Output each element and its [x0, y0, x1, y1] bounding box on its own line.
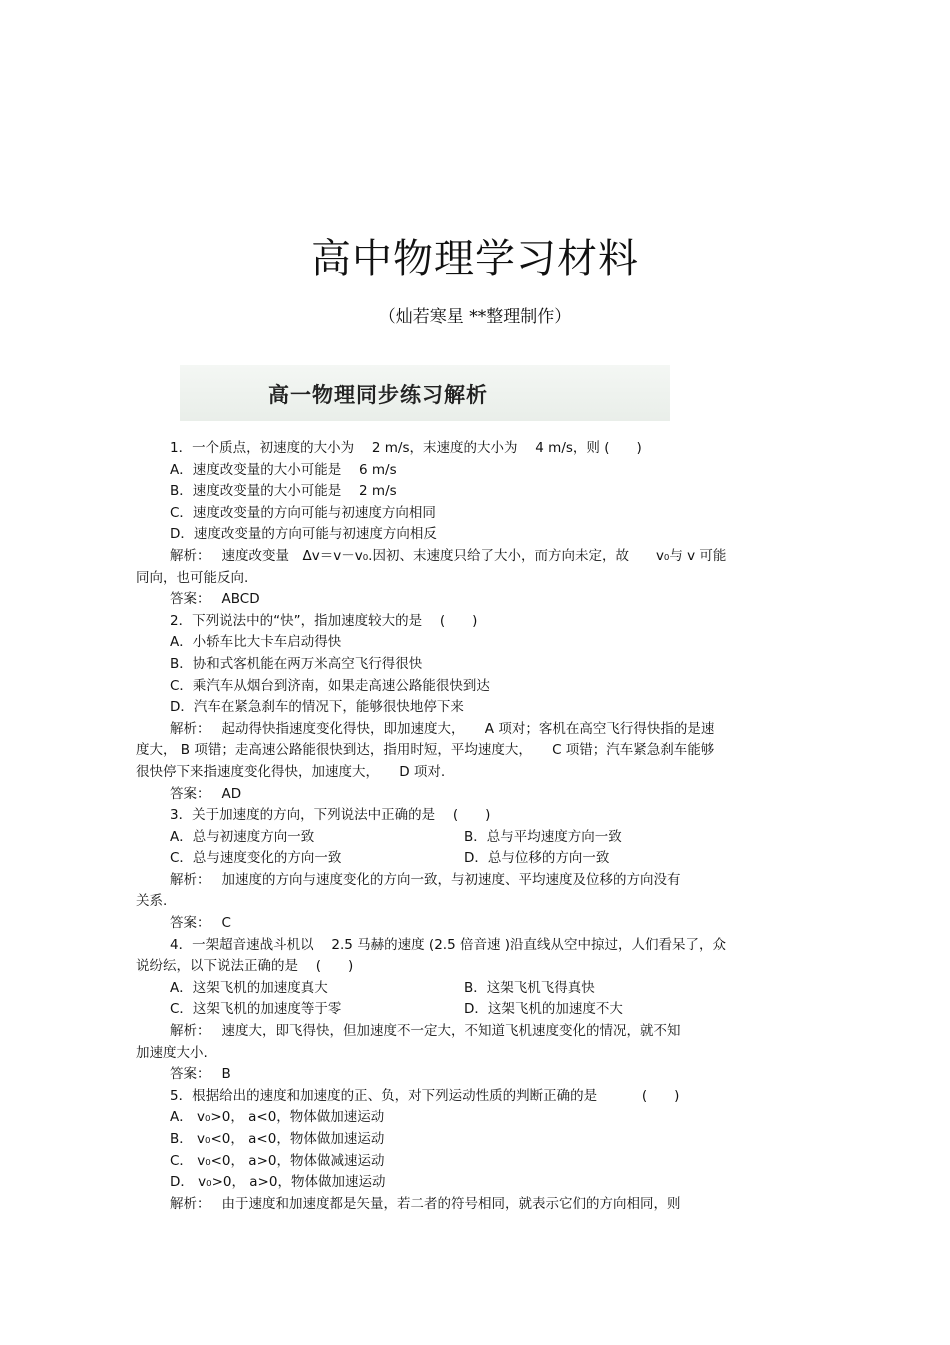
question-stem: 2．下列说法中的“快”，指加速度较大的是 ( ) [170, 612, 478, 629]
option: D．速度改变量的方向可能与初速度方向相反 [170, 526, 437, 543]
answer: 答案： AD [170, 785, 242, 802]
option: C．速度改变量的方向可能与初速度方向相同 [170, 504, 436, 521]
option: C．乘汽车从烟台到济南，如果走高速公路能很快到达 [170, 677, 490, 694]
option: D．汽车在紧急刹车的情况下，能够很快地停下来 [170, 699, 464, 716]
option: C．这架飞机的加速度等于零 [170, 1001, 342, 1018]
analysis-line: 解析： 由于速度和加速度都是矢量，若二者的符号相同，就表示它们的方向相同，则 [170, 1195, 681, 1212]
option: A．小轿车比大卡车启动得快 [170, 634, 342, 651]
answer: 答案： B [170, 1066, 231, 1083]
analysis-line: 加速度大小. [136, 1044, 208, 1061]
analysis-line: 解析： 速度大，即飞得快，但加速度不一定大，不知道飞机速度变化的情况，就不知 [170, 1023, 681, 1040]
analysis-line: 度大， B 项错；走高速公路能很快到达，指用时短，平均速度大， C 项错；汽车紧急刹车能够 [136, 742, 715, 759]
option: B．速度改变量的大小可能是 2 m/s [170, 483, 397, 500]
option: D．这架飞机的加速度不大 [464, 1001, 623, 1018]
option: D．总与位移的方向一致 [464, 850, 610, 867]
option-row [136, 978, 816, 1000]
option: A． v₀>0， a<0，物体做加速运动 [170, 1109, 385, 1126]
analysis-line: 很快停下来指速度变化得快，加速度大， D 项对. [136, 763, 446, 780]
option: B．协和式客机能在两万米高空飞行得很快 [170, 655, 423, 672]
document-title: 高中物理学习材料 [311, 236, 639, 282]
analysis-line: 解析： 加速度的方向与速度变化的方向一致，与初速度、平均速度及位移的方向没有 [170, 871, 681, 888]
section-banner [180, 365, 670, 421]
option-row [136, 827, 816, 849]
analysis-line: 同向，也可能反向. [136, 569, 249, 586]
option: C．总与速度变化的方向一致 [170, 850, 342, 867]
questions-content [136, 438, 816, 1215]
document-subtitle: （灿若寒星 **整理制作） [378, 307, 572, 327]
question-stem: 4．一架超音速战斗机以 2.5 马赫的速度 (2.5 倍音速 )沿直线从空中掠过，人们看呆了，众 [170, 936, 727, 953]
option-row [136, 848, 816, 870]
answer: 答案： ABCD [170, 591, 260, 608]
option: B．总与平均速度方向一致 [464, 828, 622, 845]
option: B．这架飞机飞得真快 [464, 979, 595, 996]
analysis-line: 关系. [136, 893, 168, 910]
option: D． v₀>0， a>0，物体做加速运动 [170, 1174, 386, 1191]
option-row [136, 999, 816, 1021]
option: A．这架飞机的加速度真大 [170, 979, 328, 996]
analysis-line: 解析： 速度改变量 Δv＝v－v₀.因初、末速度只给了大小，而方向未定，故 v₀与 v 可能 [170, 547, 727, 564]
option: A．总与初速度方向一致 [170, 828, 315, 845]
option: C． v₀<0， a>0，物体做减速运动 [170, 1152, 385, 1169]
question-stem: 1．一个质点，初速度的大小为 2 m/s，末速度的大小为 4 m/s，则 ( ) [170, 440, 642, 456]
analysis-line: 解析： 起动得快指速度变化得快，即加速度大， A 项对；客机在高空飞行得快指的是速 [170, 720, 715, 737]
option: B． v₀<0， a<0，物体做加速运动 [170, 1131, 385, 1147]
section-header: 高一物理同步练习解析 [268, 382, 488, 407]
question-stem: 3．关于加速度的方向，下列说法中正确的是 ( ) [170, 807, 491, 824]
question-stem: 说纷纭，以下说法正确的是 ( ) [136, 958, 354, 975]
question-stem: 5．根据给出的速度和加速度的正、负，对下列运动性质的判断正确的是 ( ) [170, 1087, 680, 1104]
answer: 答案： C [170, 915, 231, 932]
option: A．速度改变量的大小可能是 6 m/s [170, 461, 397, 478]
